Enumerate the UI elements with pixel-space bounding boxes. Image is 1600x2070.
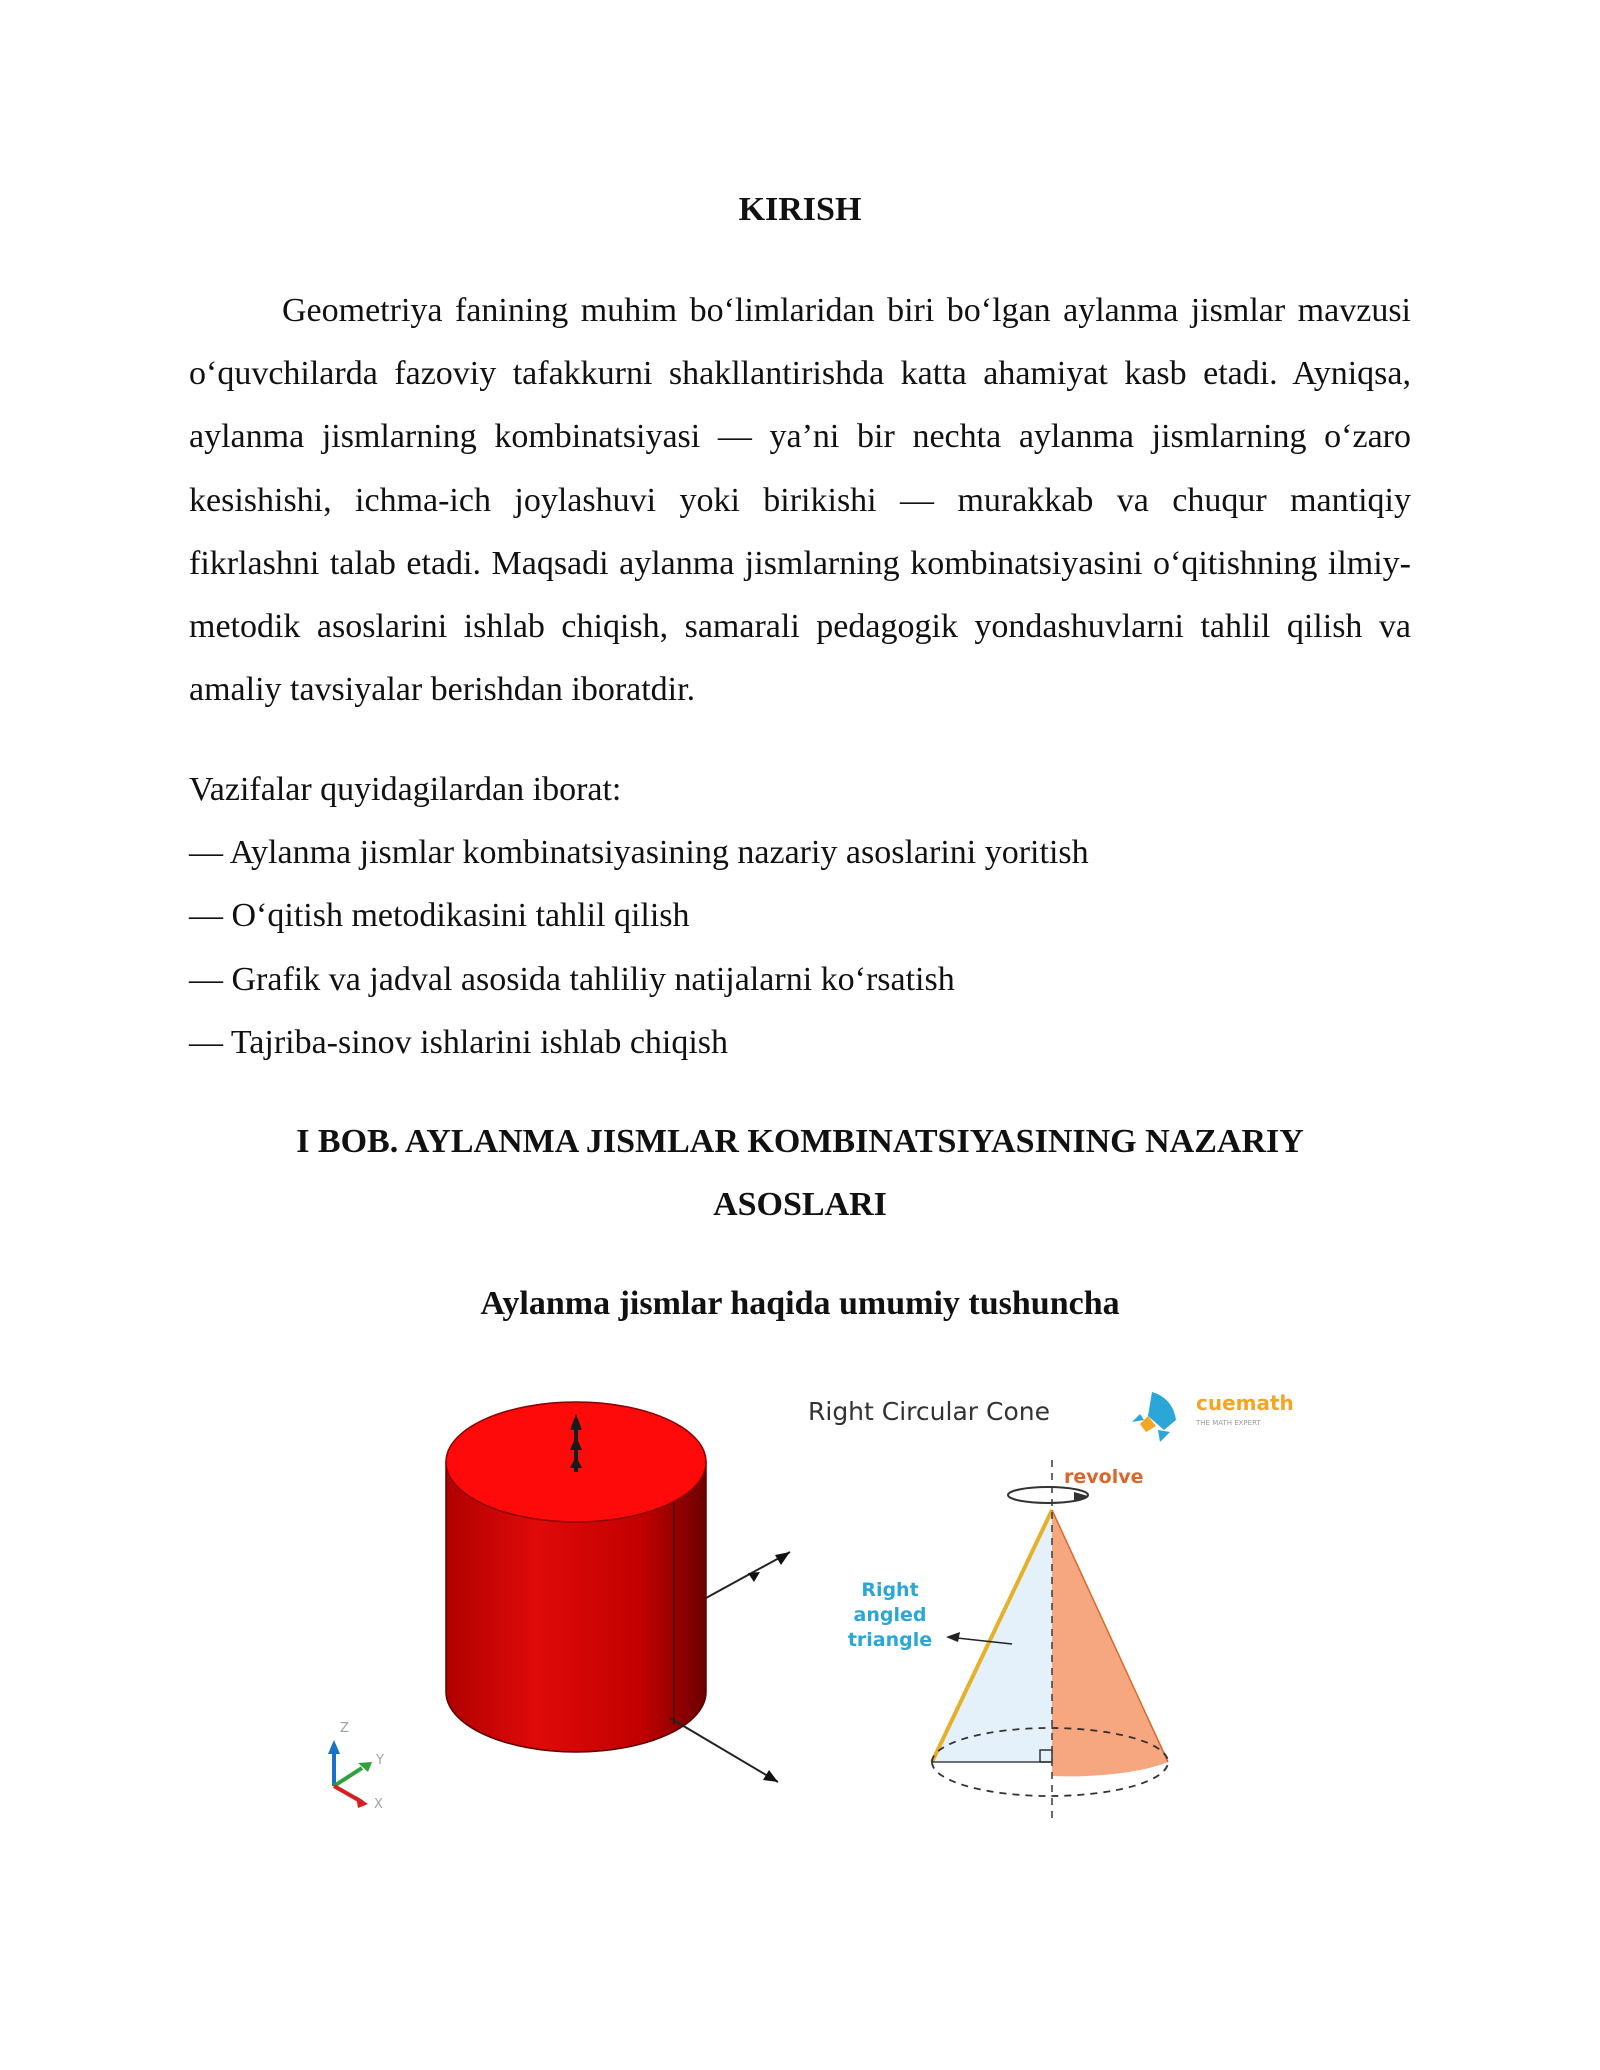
axis-label-x: X: [374, 1797, 383, 1812]
cone-title: Right Circular Cone: [808, 1397, 1050, 1426]
revolve-arrow-icon: [1008, 1487, 1088, 1503]
task-item: — Tajriba-sinov ishlarini ishlab chiqish: [189, 1023, 729, 1061]
tasks-list: [189, 758, 1411, 1074]
tasks-intro: Vazifalar quyidagilardan iborat:: [189, 771, 622, 808]
radial-arrow-lower-icon: [670, 1718, 778, 1782]
radial-arrow-upper-icon: [706, 1552, 790, 1598]
triangle-label-line: angled: [853, 1604, 927, 1626]
intro-heading: KIRISH: [738, 191, 862, 228]
task-item: — Grafik va jadval asosida tahliliy natijalarni ko‘rsatish: [189, 960, 955, 998]
axis-label-y: Y: [376, 1753, 384, 1768]
red-cylinder: [328, 1402, 790, 1812]
cone-half-fill: [1052, 1510, 1168, 1776]
axis-label-z: Z: [340, 1721, 349, 1736]
revolve-label: revolve: [1064, 1466, 1144, 1488]
figure-svg: [290, 1370, 1330, 1840]
brand-tagline: THE MATH EXPERT: [1196, 1419, 1261, 1427]
task-item: — Aylanma jismlar kombinatsiyasining nazariy asoslarini yoritish: [189, 834, 1089, 872]
subsection-heading: Aylanma jismlar haqida umumiy tushuncha: [480, 1285, 1120, 1322]
task-item: — O‘qitish metodikasini tahlil qilish: [189, 897, 690, 935]
triangle-label-line: triangle: [847, 1629, 933, 1651]
solids-figure: [290, 1370, 1330, 1840]
triangle-label-line: Right: [861, 1579, 919, 1601]
chapter-heading: I BOB. AYLANMA JISMLAR KOMBINATSIYASINING NAZARIY ASOSLARI: [296, 1123, 1304, 1223]
right-circular-cone-diagram: [808, 1391, 1294, 1818]
intro-paragraph: Geometriya fanining muhim bo‘limlaridan biri bo‘lgan aylanma jismlar mavzusi o‘quvchilarda fazoviy tafakkurni shakllantirishda katta ahamiyat kasb etadi. Ayniqsa, aylanma jismlarning kombinatsiyasi — ya’ni bir nechta aylanma jismlarning o‘zaro kesishishi, ichma-ich joylashuvi yoki birikishi — murakkab va chuqur mantiqiy fikrlashni talab etadi. Maqsadi aylanma jismlarning kombinatsiyasini o‘qitishning ilmiy-metodik asoslarini ishlab chiqish, samarali pedagogik yondashuvlarni tahlil qilish va amaliy tavsiyalar berishdan iboratdir.: [189, 292, 1411, 709]
brand-name: cuemath: [1196, 1391, 1294, 1415]
axis-gizmo-icon: [328, 1721, 384, 1812]
rocket-logo-icon: [1132, 1392, 1176, 1442]
